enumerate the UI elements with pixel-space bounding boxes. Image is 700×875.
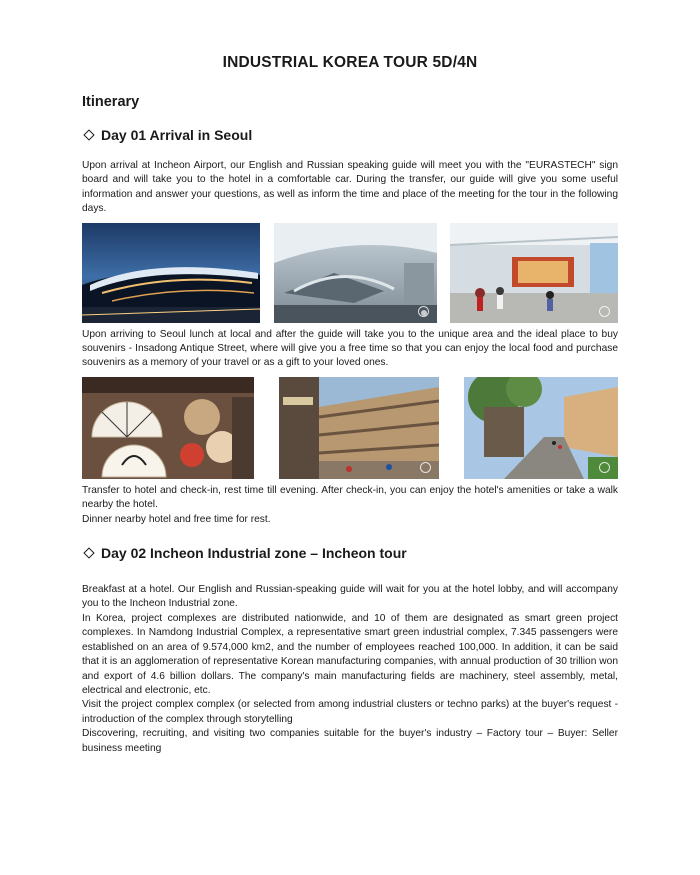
airport-hall-people-photo: [450, 223, 618, 323]
day1-paragraph-insadong: Upon arriving to Seoul lunch at local and after the guide will take you to the unique area and the ideal place to buy souvenirs - Insadong Antique Street, where will give you a free time so that you can enjoy the local food and purchase souvenirs as a memory of your travel or as a gift to your loved ones.: [82, 328, 618, 369]
day1-paragraph-hotel: Transfer to hotel and check-in, rest time till evening. After check-in, you can enjoy the hotel's amenities or take a walk nearby the hotel.: [82, 484, 618, 511]
day1-paragraph-dinner: Dinner nearby hotel and free time for rest.: [82, 513, 271, 525]
photo-row-airport: [82, 223, 618, 323]
day2-heading: [82, 545, 618, 561]
day2-paragraph-visit: Visit the project complex complex (or selected from among industrial clusters or techno parks) at the buyer's request - introduction of the complex through storytelling: [82, 699, 618, 725]
diamond-bullet-icon: [83, 129, 94, 140]
ssamziegil-courtyard-photo: [279, 377, 439, 479]
day2-paragraph-complexes: In Korea, project complexes are distributed nationwide, and 10 of them are designated as smart green project complexes. In Namdong Industrial Complex, a representative smart green industrial complex, 7.345 passengers were established on an area of 9.574,000 km2, and the number of employees reached 100,000. In addition, it can be said that it is an agglomeration of representative Korean manufacturing companies, with annual production of 30 trillion won and export of 4.6 billion dollars. The company's main manufacturing fields are machinery, steel assembly, metal, electrical and electronic, etc.: [82, 612, 618, 696]
day1-heading: [82, 127, 618, 143]
day2-heading-text: Day 02 Incheon Industrial zone – Incheon tour: [101, 545, 407, 562]
watermark-icon: [420, 462, 431, 473]
souvenir-fans-shop-photo: [82, 377, 254, 479]
airport-exterior-night-photo: [82, 223, 260, 323]
photo-row-insadong: [82, 377, 618, 479]
itinerary-heading: Itinerary: [82, 94, 140, 110]
watermark-icon: [599, 306, 610, 317]
day2-paragraph-breakfast: Breakfast at a hotel. Our English and Russian-speaking guide will wait for you at the hotel lobby, and will accompany you to the Incheon Industrial zone.: [82, 584, 618, 610]
diamond-bullet-icon: [83, 547, 94, 558]
day1-paragraph-arrival: Upon arrival at Incheon Airport, our English and Russian speaking guide will meet you with the "EURASTECH" sign board and will take you to the hotel in a comfortable car. During the transfer, our guide will give you some useful information and answer your questions, as well as inform the time and place of the meeting for the tour in the following days.: [82, 160, 618, 215]
day2-paragraph-meeting: Discovering, recruiting, and visiting two companies suitable for the buyer's industry – Factory tour – Buyer: Seller business meeting: [82, 728, 618, 754]
watermark-icon: [599, 462, 610, 473]
watermark-icon: [418, 306, 429, 317]
insadong-street-photo: [464, 377, 618, 479]
airport-interior-sculpture-photo: [274, 223, 437, 323]
day1-heading-text: Day 01 Arrival in Seoul: [101, 127, 253, 143]
document-title: INDUSTRIAL KOREA TOUR 5D/4N: [222, 54, 478, 71]
